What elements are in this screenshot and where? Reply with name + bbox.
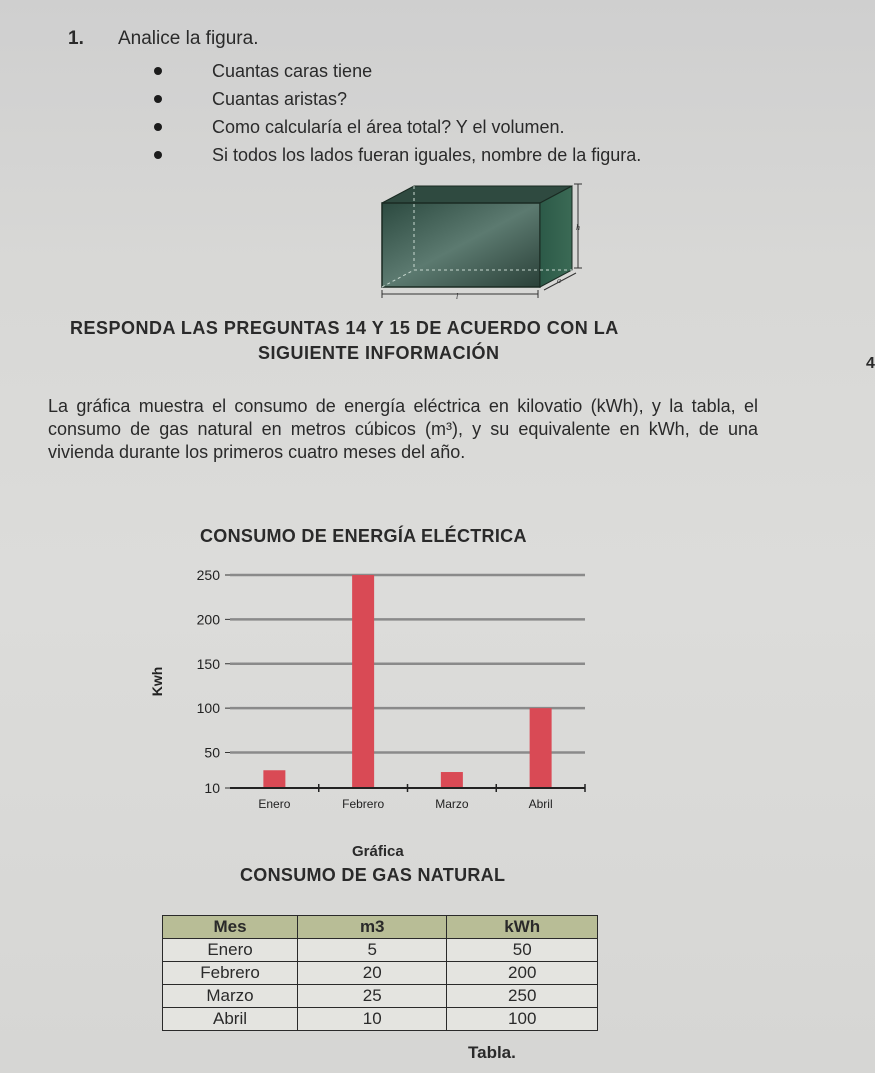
bullet-icon <box>154 151 162 159</box>
page-mark: 4 <box>866 355 875 372</box>
table-cell: 250 <box>447 985 598 1008</box>
section-heading-line-2: SIGUIENTE INFORMACIÓN <box>258 343 500 363</box>
table-cell: Abril <box>163 1008 298 1031</box>
bar-enero <box>263 770 285 788</box>
x-tick-label: Febrero <box>342 797 385 811</box>
bullet-item <box>150 144 641 172</box>
question-text: Analice la figura. <box>118 28 259 49</box>
length-label: l <box>456 292 459 301</box>
electricity-bar-chart <box>140 555 610 825</box>
y-tick-label: 150 <box>196 655 220 672</box>
bullet-text: Si todos los lados fueran iguales, nombre de la figura. <box>212 145 642 165</box>
table-cell: 200 <box>447 962 598 985</box>
bullet-icon <box>154 123 162 131</box>
table-cell: Enero <box>163 939 298 962</box>
y-axis-label: Kwh <box>149 666 165 697</box>
depth-label: a <box>557 276 561 285</box>
gas-table-title: CONSUMO DE GAS NATURAL <box>240 865 506 885</box>
table-cell: 25 <box>298 985 447 1008</box>
rectangular-prism-figure <box>372 178 592 303</box>
chart-title: CONSUMO DE ENERGÍA ELÉCTRICA <box>200 526 527 546</box>
bullet-text: Cuantas aristas? <box>212 89 348 109</box>
table-row <box>163 939 598 962</box>
bar-marzo <box>441 772 463 788</box>
intro-paragraph: La gráfica muestra el consumo de energía eléctrica en kilovatio (kWh), y la tabla, el consumo de gas natural en metros cúbicos (m³), y su equivalente en kWh, de una vivienda durante los primeros cuatro meses del año. <box>48 396 758 462</box>
bullet-item <box>150 88 641 116</box>
bullet-icon <box>154 67 162 75</box>
chart-caption: Gráfica <box>352 843 404 860</box>
y-tick-label: 10 <box>204 780 220 796</box>
y-tick-label: 50 <box>204 744 220 761</box>
x-tick-label: Marzo <box>435 797 469 811</box>
prism-top-face <box>382 186 572 203</box>
column-header-month: Mes <box>163 916 298 939</box>
x-tick-label: Enero <box>258 797 291 811</box>
prism-side-face <box>540 186 572 287</box>
table-cell: 100 <box>447 1008 598 1031</box>
table-row <box>163 962 598 985</box>
table-header-row <box>163 916 598 939</box>
y-tick-label: 200 <box>196 611 220 628</box>
table-row <box>163 1008 598 1031</box>
height-label: h <box>576 223 580 232</box>
table-cell: Febrero <box>163 962 298 985</box>
column-header-m3: m3 <box>298 916 447 939</box>
question-bullet-list <box>150 60 641 172</box>
bullet-icon <box>154 95 162 103</box>
table-row <box>163 985 598 1008</box>
bullet-text: Como calcularía el área total? Y el volumen. <box>212 117 565 137</box>
table-cell: 10 <box>298 1008 447 1031</box>
bullet-text: Cuantas caras tiene <box>212 61 373 81</box>
bar-febrero <box>352 575 374 788</box>
x-tick-label: Abril <box>528 797 553 811</box>
question-number: 1. <box>68 28 84 49</box>
bullet-item <box>150 60 641 88</box>
table-caption: Tabla. <box>468 1043 516 1062</box>
table-cell: Marzo <box>163 985 298 1008</box>
table-cell: 5 <box>298 939 447 962</box>
y-tick-label: 250 <box>196 567 220 583</box>
table-cell: 20 <box>298 962 447 985</box>
bullet-item <box>150 116 641 144</box>
table-cell: 50 <box>447 939 598 962</box>
gas-consumption-table <box>162 915 598 1031</box>
y-tick-label: 100 <box>196 700 220 717</box>
column-header-kwh: kWh <box>447 916 598 939</box>
bar-abril <box>530 708 552 788</box>
section-heading-line-1: RESPONDA LAS PREGUNTAS 14 Y 15 DE ACUERDO CON LA <box>70 318 619 338</box>
